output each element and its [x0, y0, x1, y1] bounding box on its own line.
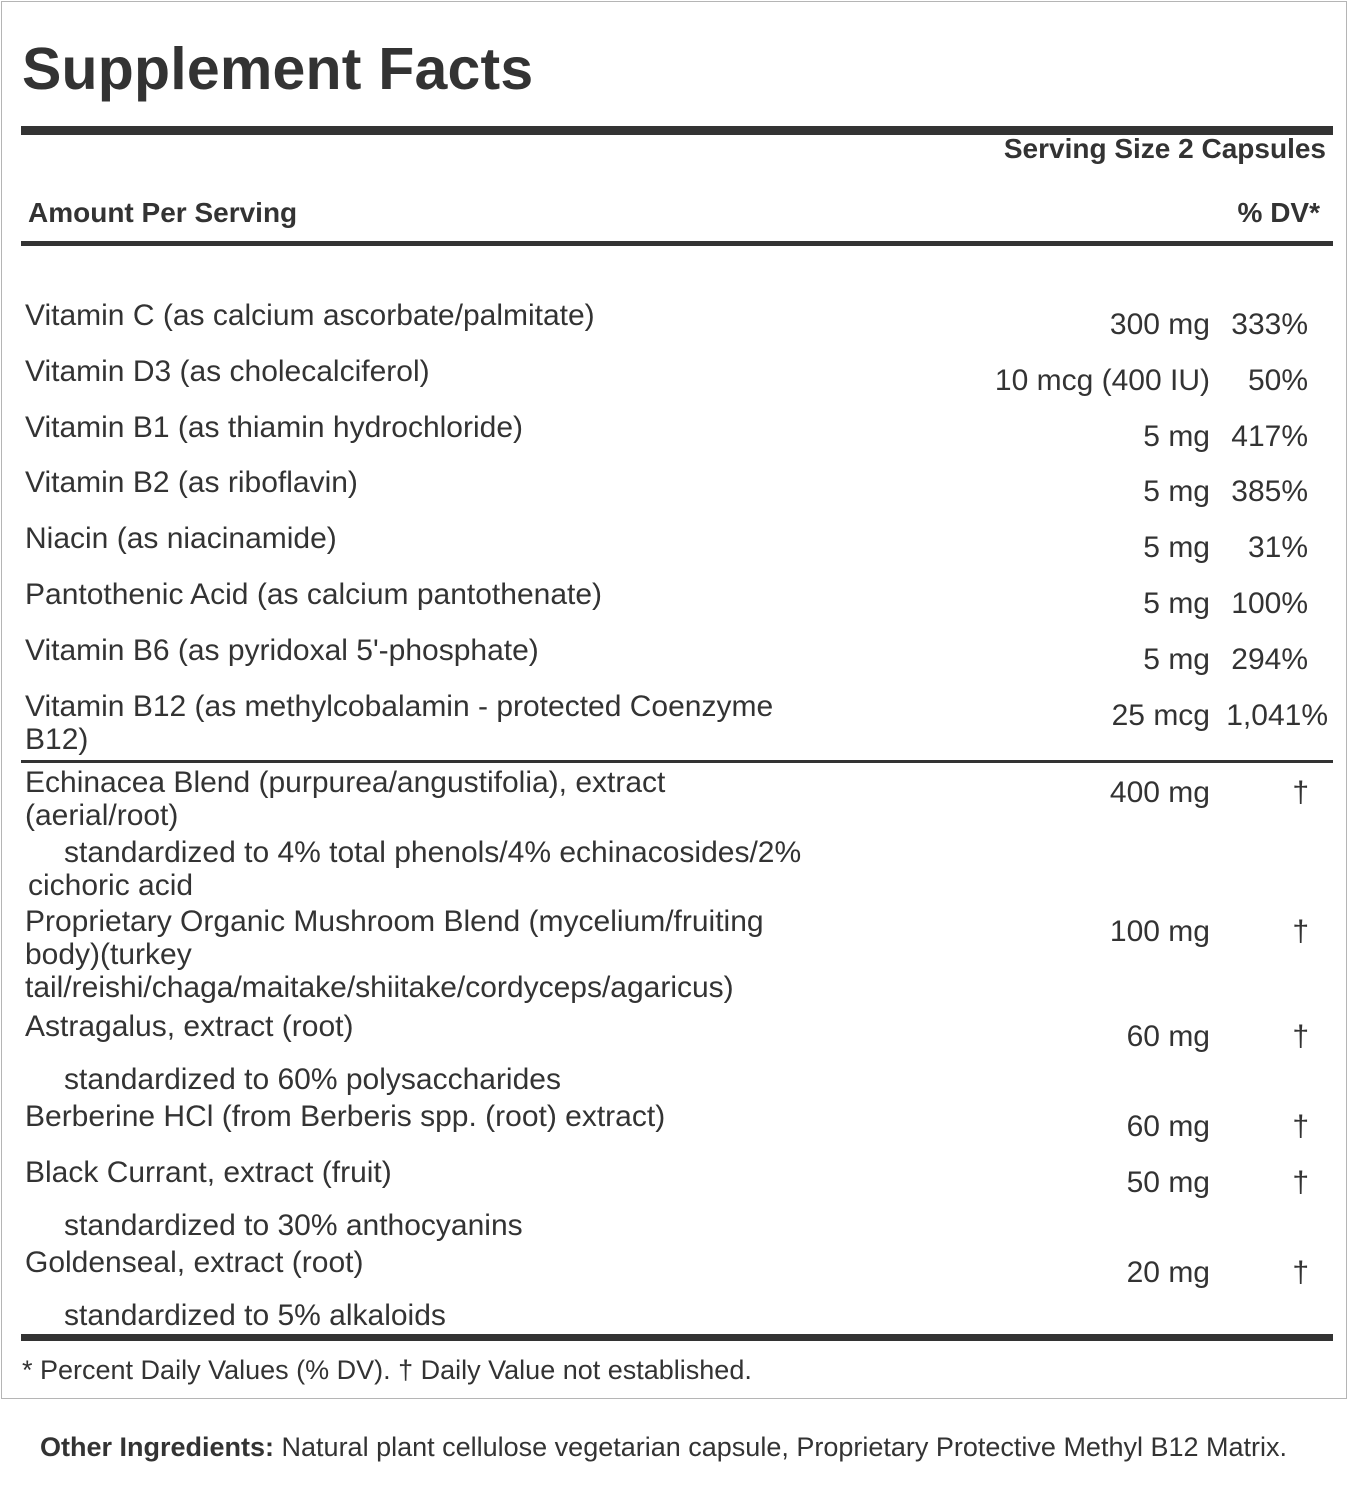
- nutrient-amount: 5 mg: [1143, 531, 1210, 564]
- ingredient-dv: †: [1292, 915, 1309, 948]
- nutrient-dv: 31%: [1247, 531, 1308, 564]
- nutrient-dv: 100%: [1231, 587, 1308, 620]
- ingredient-dv: †: [1292, 776, 1309, 809]
- ingredient-amount: 50 mg: [1126, 1166, 1210, 1199]
- nutrient-amount: 10 mcg (400 IU): [994, 364, 1210, 397]
- ingredient-amount: 60 mg: [1126, 1020, 1210, 1053]
- nutrient-amount: 25 mcg: [1111, 699, 1210, 732]
- nutrient-name: Vitamin D3 (as cholecalciferol): [25, 355, 430, 388]
- nutrient-name-continued: B12): [25, 723, 89, 756]
- nutrient-amount: 5 mg: [1143, 420, 1210, 453]
- ingredient-name: Black Currant, extract (fruit): [25, 1156, 392, 1189]
- nutrient-dv: 385%: [1231, 475, 1308, 508]
- panel-title: Supplement Facts: [22, 36, 534, 102]
- header-divider: [21, 241, 1333, 246]
- ingredient-standardization: standardized to 5% alkaloids: [64, 1299, 446, 1332]
- other-ingredients-label: Other Ingredients:: [40, 1432, 275, 1462]
- ingredient-name: Astragalus, extract (root): [25, 1010, 354, 1043]
- ingredient-amount: 100 mg: [1109, 915, 1210, 948]
- ingredient-name-continued: tail/reishi/chaga/maitake/shiitake/cordyceps/agaricus): [25, 971, 734, 1004]
- dv-header: % DV*: [1237, 197, 1320, 228]
- ingredient-name: Echinacea Blend (purpurea/angustifolia), extract: [25, 766, 666, 799]
- ingredient-dv: †: [1292, 1166, 1309, 1199]
- serving-size: Serving Size 2 Capsules: [1003, 133, 1326, 164]
- ingredient-name: Goldenseal, extract (root): [25, 1246, 364, 1279]
- ingredient-name-continued: (aerial/root): [25, 799, 179, 832]
- ingredient-name: Berberine HCl (from Berberis spp. (root) extract): [25, 1100, 666, 1133]
- bottom-divider: [21, 1334, 1333, 1341]
- ingredient-standardization-continued: cichoric acid: [28, 869, 194, 902]
- nutrient-name: Niacin (as niacinamide): [25, 522, 337, 555]
- nutrient-dv: 417%: [1231, 420, 1308, 453]
- dv-footnote: * Percent Daily Values (% DV). † Daily Value not established.: [22, 1355, 752, 1385]
- nutrient-amount: 300 mg: [1109, 308, 1210, 341]
- nutrient-dv: 1,041%: [1226, 699, 1328, 732]
- other-ingredients-text: Natural plant cellulose vegetarian capsule, Proprietary Protective Methyl B12 Matrix.: [274, 1432, 1288, 1462]
- other-ingredients: [40, 1425, 1330, 1469]
- nutrient-dv: 333%: [1231, 308, 1308, 341]
- ingredient-amount: 20 mg: [1126, 1256, 1210, 1289]
- nutrient-name: Vitamin C (as calcium ascorbate/palmitate): [25, 299, 595, 332]
- nutrient-dv: 50%: [1247, 364, 1308, 397]
- section-divider: [21, 760, 1333, 763]
- nutrient-amount: 5 mg: [1143, 475, 1210, 508]
- amount-per-serving-header: Amount Per Serving: [28, 197, 298, 228]
- nutrient-amount: 5 mg: [1143, 587, 1210, 620]
- nutrient-name: Vitamin B2 (as riboflavin): [25, 466, 358, 499]
- ingredient-amount: 400 mg: [1109, 776, 1210, 809]
- nutrient-name: Vitamin B1 (as thiamin hydrochloride): [25, 411, 524, 444]
- nutrient-dv: 294%: [1231, 643, 1308, 676]
- nutrient-name: Pantothenic Acid (as calcium pantothenate): [25, 578, 603, 611]
- nutrient-name: Vitamin B6 (as pyridoxal 5'-phosphate): [25, 634, 539, 667]
- ingredient-standardization: standardized to 30% anthocyanins: [64, 1209, 523, 1242]
- ingredient-name: Proprietary Organic Mushroom Blend (mycelium/fruiting: [25, 905, 764, 938]
- nutrient-amount: 5 mg: [1143, 643, 1210, 676]
- ingredient-standardization: standardized to 60% polysaccharides: [64, 1063, 561, 1096]
- ingredient-dv: †: [1292, 1256, 1309, 1289]
- ingredient-dv: †: [1292, 1110, 1309, 1143]
- supplement-facts-panel: [1, 1, 1347, 1399]
- nutrient-name: Vitamin B12 (as methylcobalamin - protected Coenzyme: [25, 690, 774, 723]
- ingredient-name-continued: body)(turkey: [25, 938, 192, 971]
- ingredient-standardization: standardized to 4% total phenols/4% echinacosides/2%: [64, 836, 802, 869]
- ingredient-dv: †: [1292, 1020, 1309, 1053]
- ingredient-amount: 60 mg: [1126, 1110, 1210, 1143]
